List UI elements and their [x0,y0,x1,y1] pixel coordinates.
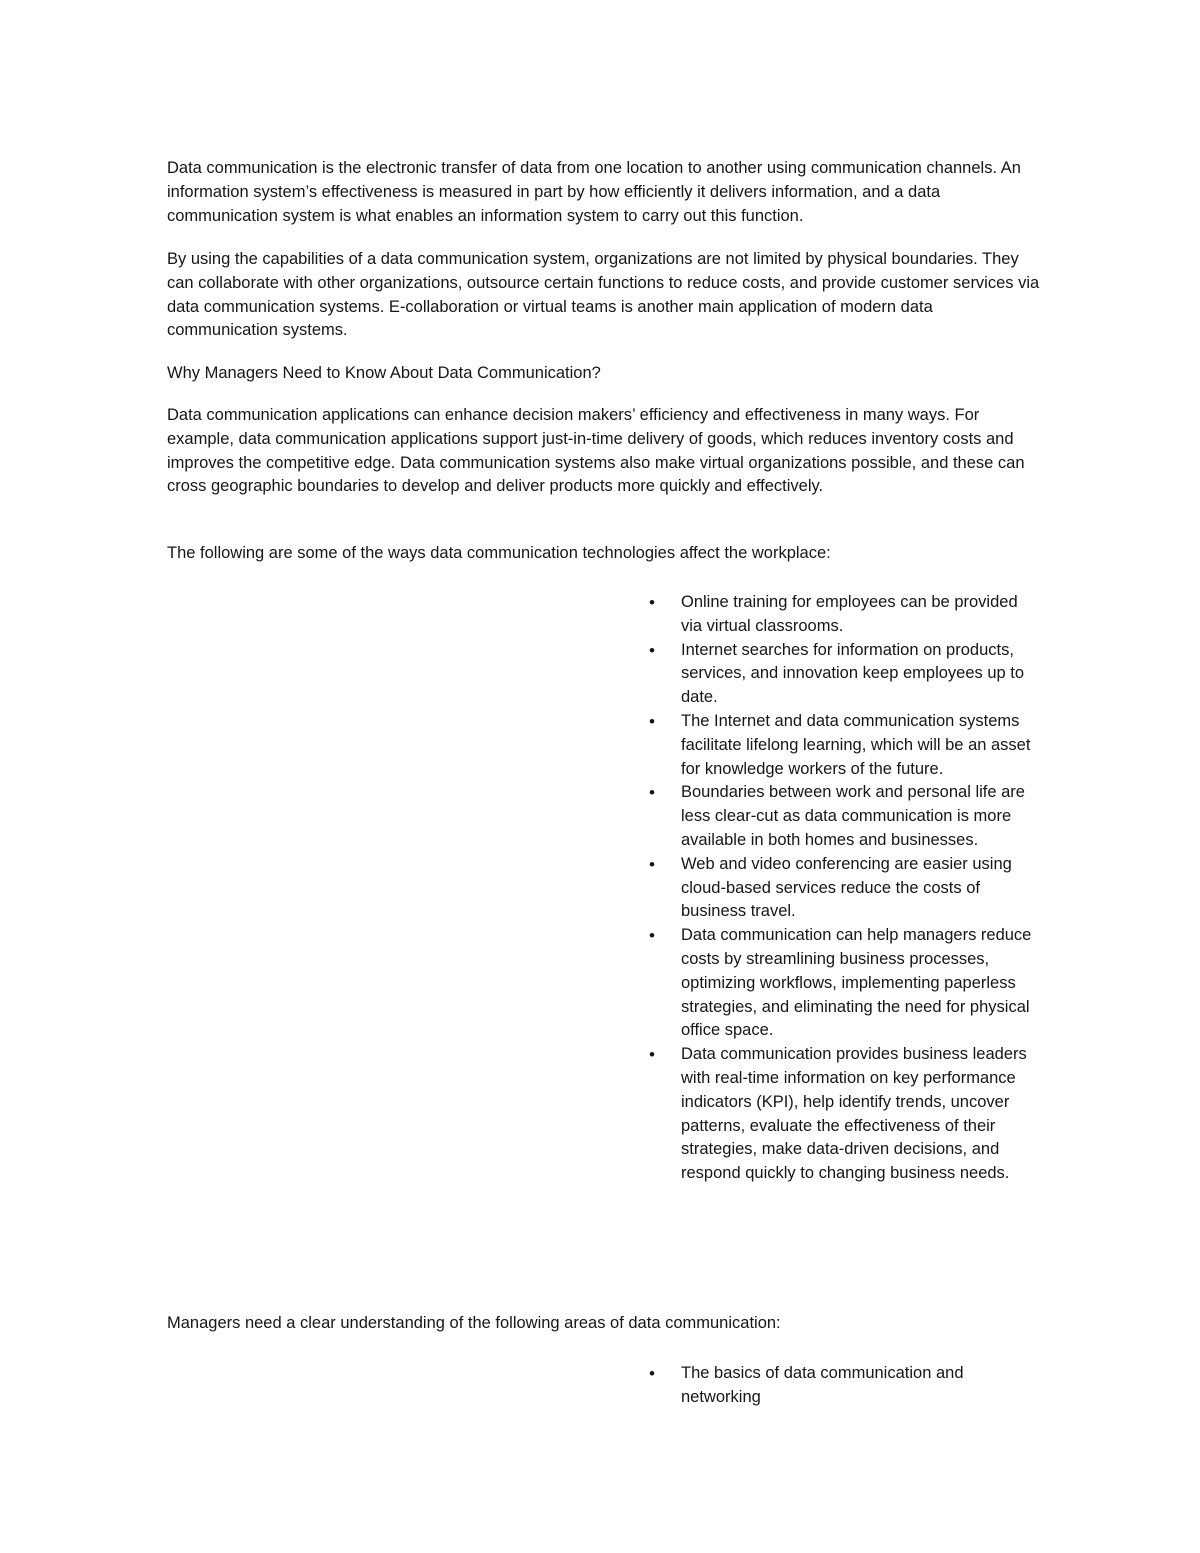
bullet-icon: • [649,711,655,731]
areas-intro: Managers need a clear understanding of the following areas of data communication: [167,1314,781,1332]
bullet-icon: • [649,783,655,803]
list-item-text: Web and video conferencing are easier using cloud-based services reduce the costs of business travel. [681,854,1012,921]
bullet-icon: • [649,640,655,660]
list-item-text: The basics of data communication and networking [681,1364,964,1406]
bullet-icon: • [649,926,655,946]
list-item [646,924,1036,1043]
list-item-text: Data communication can help managers reduce costs by streamlining business processes, optimizing workflows, implementing paperless strategies, and eliminating the need for physical office space. [681,926,1032,1040]
list-item-text: Internet searches for information on products, services, and innovation keep employees up to date. [681,640,1025,707]
bullet-icon: • [649,854,655,874]
list-item-text: Online training for employees can be provided via virtual classrooms. [681,593,1018,635]
list-item [646,591,1036,639]
list-item-text: The Internet and data communication systems facilitate lifelong learning, which will be an asset for knowledge workers of the future. [681,711,1031,778]
list-item [646,781,1036,852]
list-item [646,853,1036,924]
workplace-bullet-list [646,591,1036,1186]
list-item-text: Boundaries between work and personal life are less clear-cut as data communication is more available in both homes and businesses. [681,783,1025,849]
list-item [646,639,1036,710]
bullet-icon: • [649,1045,655,1065]
section-heading: Why Managers Need to Know About Data Communication? [167,364,601,382]
applications-paragraph: Data communication applications can enhance decision makers’ efficiency and effectiveness in many ways. For example, data communication applications support just-in-time delivery of goods, which reduces inventory costs and improves the competitive edge. Data communication systems also make virtual organizations possible, and these can cross geographic boundaries to develop and deliver products more quickly and effectively. [167,406,1025,496]
list-item [646,1043,1036,1186]
list-item-text: Data communication provides business leaders with real-time information on key performance indicators (KPI), help identify trends, uncover patterns, evaluate the effectiveness of their strategies, make data-driven decisions, and respond quickly to changing business needs. [681,1045,1027,1183]
list-item [646,710,1036,781]
intro-paragraph: Data communication is the electronic transfer of data from one location to another using communication channels. An information system’s effectiveness is measured in part by how efficiently it delivers information, and a data communication system is what enables an information system to carry out this function. [167,159,1021,225]
capabilities-paragraph: By using the capabilities of a data communication system, organizations are not limited by physical boundaries. They can collaborate with other organizations, outsource certain functions to reduce costs, and provide customer services via data communication systems. E-collaboration or virtual teams is another main application of modern data communication systems. [167,250,1040,340]
bullet-icon: • [649,1364,655,1383]
workplace-intro: The following are some of the ways data communication technologies affect the workplace: [167,544,831,562]
areas-bullet-list [646,1362,1036,1410]
bullet-icon: • [649,593,655,612]
list-item [646,1362,1036,1410]
